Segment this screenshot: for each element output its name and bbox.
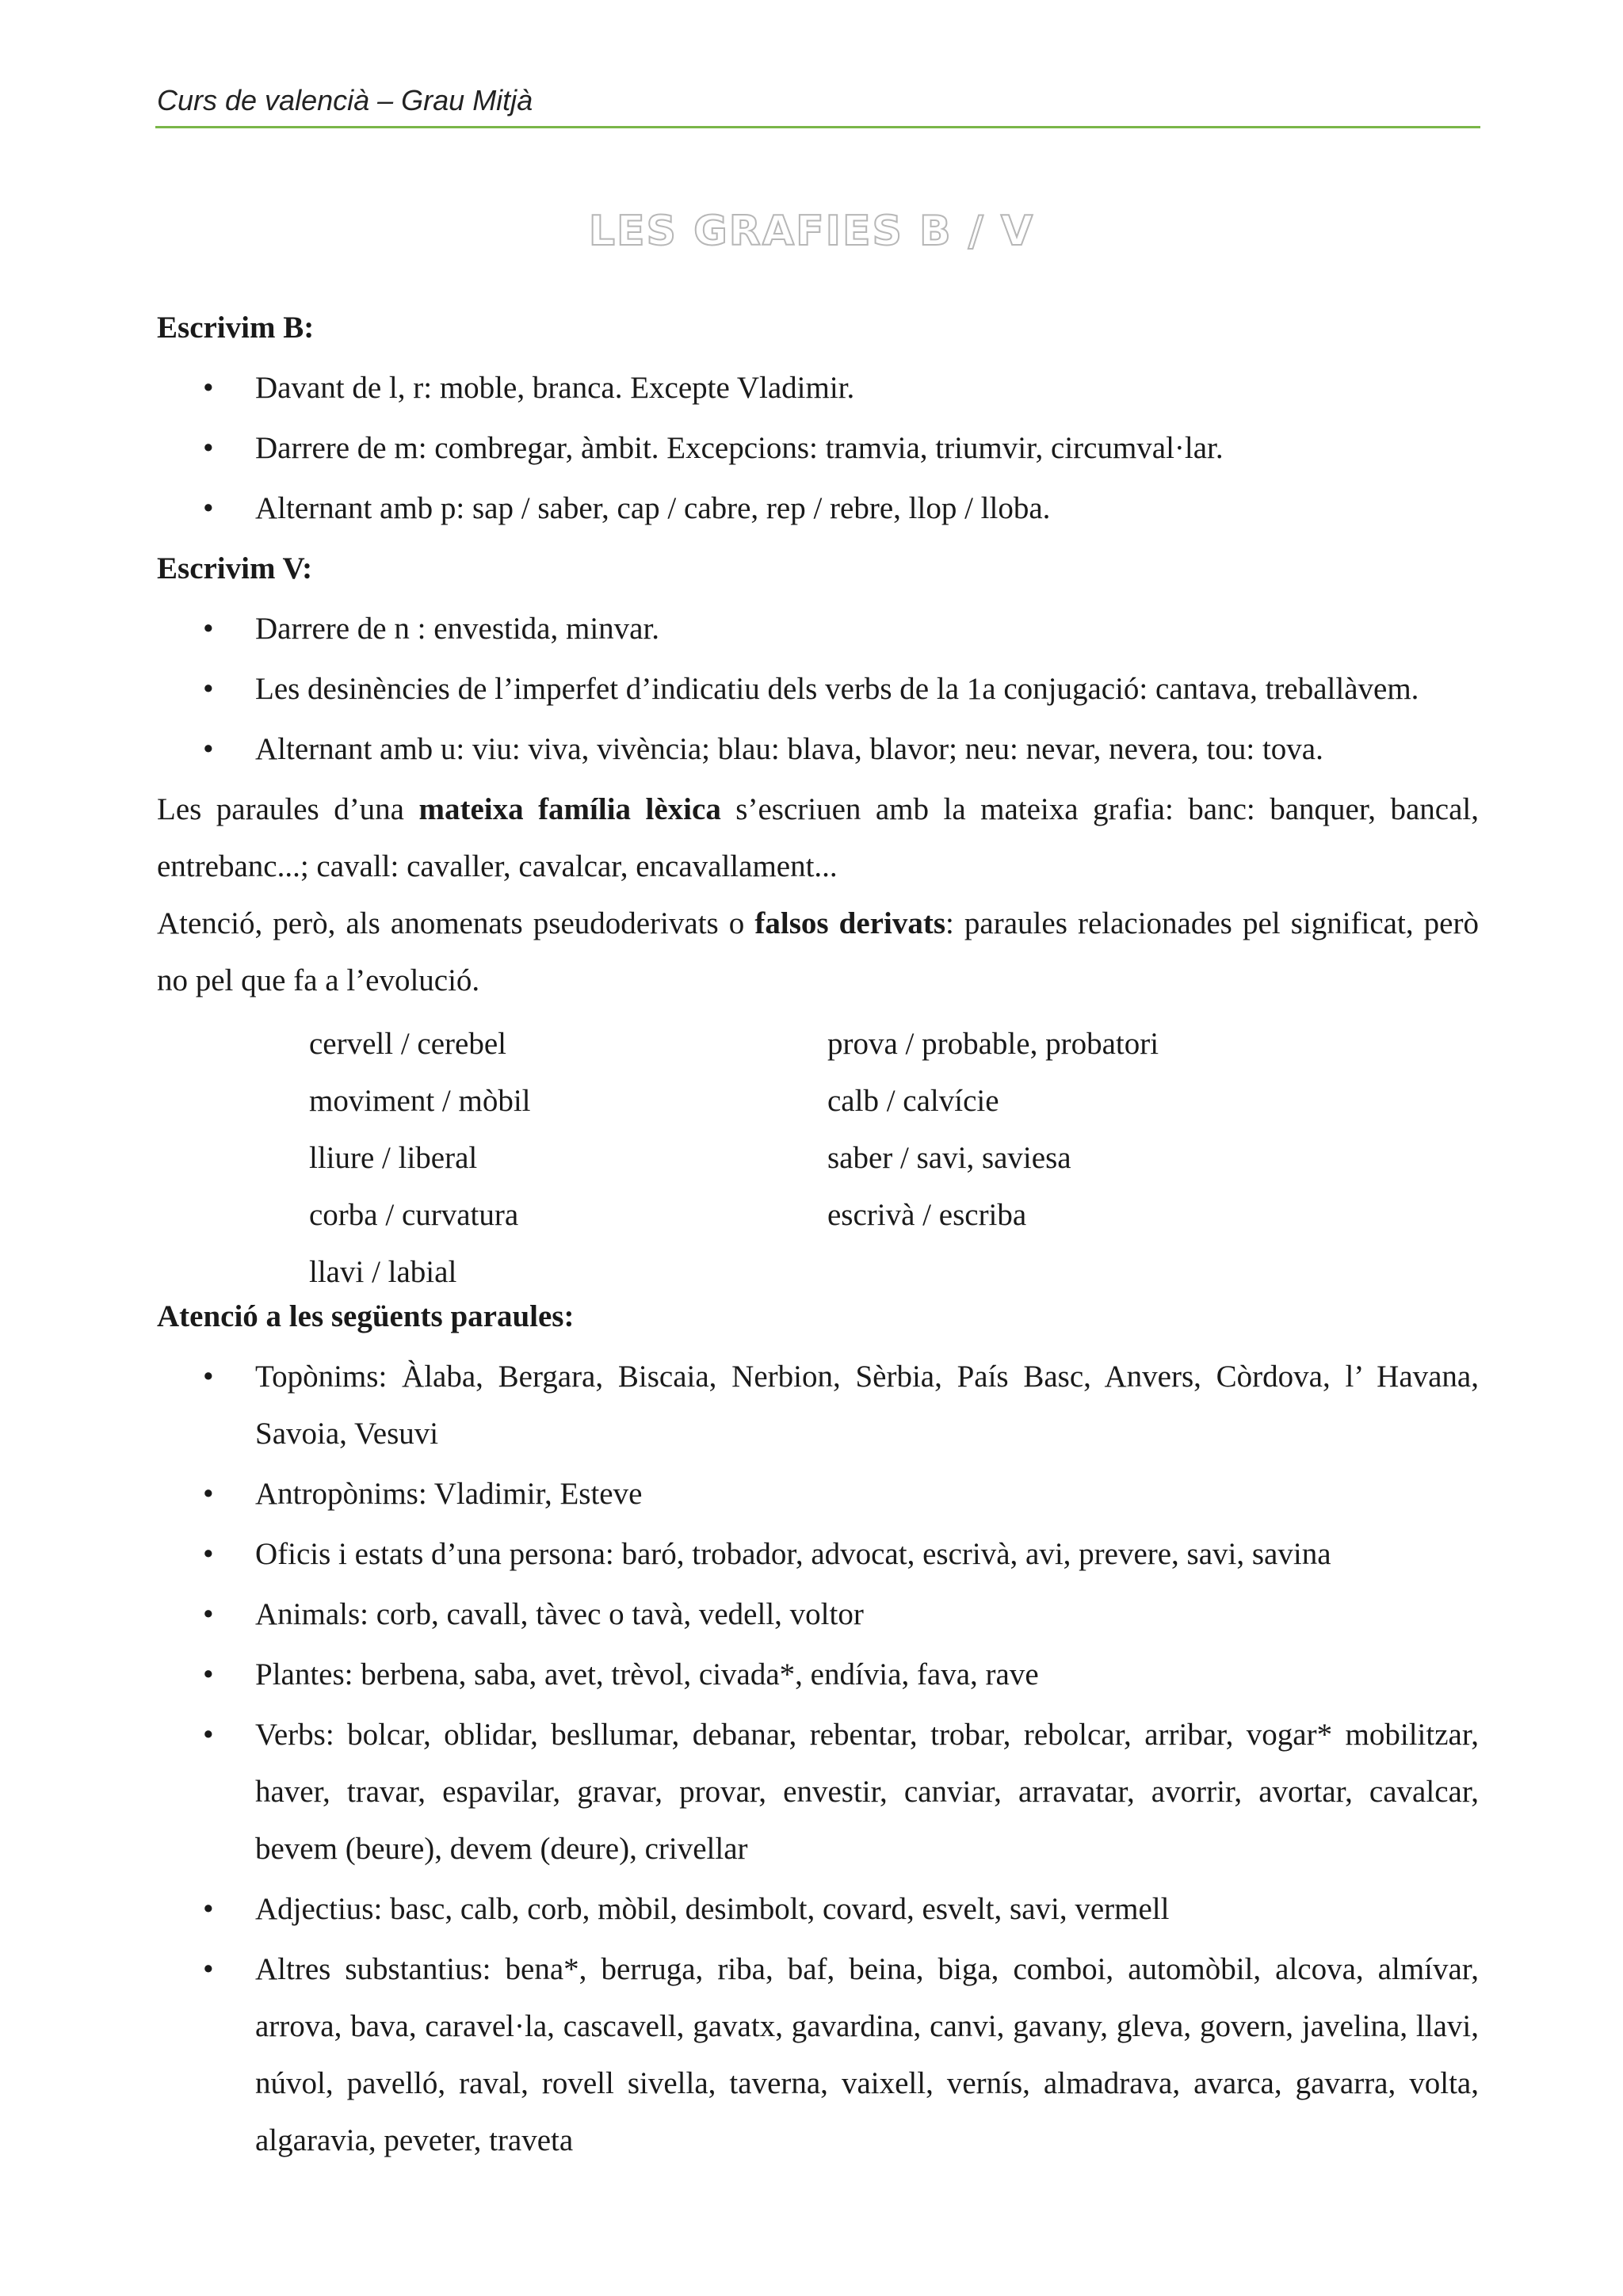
list-item-text: Davant de l, r: moble, branca. Excepte Vladimir. — [255, 371, 855, 405]
bullet-icon: • — [203, 371, 214, 405]
list-item — [157, 1466, 1479, 1523]
word-pair: calb / calvície — [827, 1084, 999, 1118]
list-item — [157, 1586, 1479, 1643]
list-attention — [157, 1348, 1479, 2169]
word-pair: lliure / liberal — [309, 1141, 478, 1175]
document-body — [157, 299, 1479, 2172]
list-item-text: Darrere de m: combregar, àmbit. Excepcions: tramvia, triumvir, circumval·lar. — [255, 431, 1224, 465]
bullet-icon: • — [203, 491, 214, 525]
list-item — [157, 721, 1479, 778]
list-item — [157, 601, 1479, 658]
bullet-icon: • — [203, 612, 214, 646]
bullet-icon: • — [203, 1892, 214, 1926]
list-item-text: Oficis i estats d’una persona: baró, trobador, advocat, escrivà, avi, prevere, savi, savina — [255, 1537, 1331, 1571]
list-item-text: Les desinències de l’imperfet d’indicatiu dels verbs de la 1a conjugació: cantava, treballàvem. — [255, 672, 1419, 706]
list-item-text: Animals: corb, cavall, tàvec o tavà, vedell, voltor — [255, 1597, 864, 1631]
paragraph-bold-text: falsos derivats — [754, 906, 945, 940]
bullet-icon: • — [203, 1360, 214, 1394]
list-item — [157, 1941, 1479, 2169]
word-pair-empty — [827, 1244, 1303, 1301]
word-pair: llavi / labial — [309, 1255, 457, 1289]
heading-escrivim-v: Escrivim V: — [157, 551, 313, 585]
word-pair: corba / curvatura — [309, 1198, 519, 1232]
list-item-text: Altres substantius: bena*, berruga, riba, baf, beina, biga, comboi, automòbil, alcova, almívar, arrova, bava, caravel·la, cascavell, gavatx, gavardina, canvi, gavany, gleva, govern, javelina, llavi, núvol, pavelló, raval, rovell sivella, taverna, vaixell, vernís, almadrava, avarca, gavarra, volta, algaravia, peveter, traveta — [255, 1952, 1479, 2157]
list-escrivim-v — [157, 601, 1479, 778]
bullet-icon: • — [203, 672, 214, 706]
list-item-text: Antropònims: Vladimir, Esteve — [255, 1477, 643, 1511]
list-item — [157, 1526, 1479, 1583]
bullet-icon: • — [203, 1718, 214, 1752]
word-pair: escrivà / escriba — [827, 1198, 1027, 1232]
list-item-text: Verbs: bolcar, oblidar, besllumar, debanar, rebentar, trobar, rebolcar, arribar, vogar* mobilitzar, haver, travar, espavilar, gravar, provar, envestir, canviar, arravatar, avorrir, avortar, cavalcar, bevem (beure), devem (deure), crivellar — [255, 1718, 1479, 1866]
list-item — [157, 1707, 1479, 1878]
bullet-icon: • — [203, 1952, 214, 1986]
bullet-icon: • — [203, 732, 214, 766]
word-pair: cervell / cerebel — [309, 1027, 506, 1061]
list-escrivim-b — [157, 360, 1479, 537]
page-title: LES GRAFIES B / V — [588, 208, 1035, 255]
header-rule — [155, 126, 1480, 128]
list-item-text: Plantes: berbena, saba, avet, trèvol, civada*, endívia, fava, rave — [255, 1657, 1039, 1691]
list-item-text: Adjectius: basc, calb, corb, mòbil, desimbolt, covard, esvelt, savi, vermell — [255, 1892, 1170, 1926]
list-item — [157, 420, 1479, 477]
heading-attention: Atenció a les següents paraules: — [157, 1299, 575, 1333]
paragraph-text: Les paraules d’una — [157, 792, 419, 826]
list-item — [157, 1881, 1479, 1938]
list-item — [157, 1348, 1479, 1463]
list-item-text: Alternant amb u: viu: viva, vivència; blau: blava, blavor; neu: nevar, nevera, tou: tova. — [255, 732, 1323, 766]
heading-escrivim-b: Escrivim B: — [157, 311, 315, 345]
list-item-text: Topònims: Àlaba, Bergara, Biscaia, Nerbion, Sèrbia, País Basc, Anvers, Còrdova, l’ Havana, Savoia, Vesuvi — [255, 1360, 1479, 1451]
paragraph-family — [157, 781, 1479, 895]
bullet-icon: • — [203, 1477, 214, 1511]
list-item — [157, 480, 1479, 537]
word-pair: saber / savi, saviesa — [827, 1141, 1071, 1175]
word-pair: moviment / mòbil — [309, 1084, 531, 1118]
page-header: Curs de valencià – Grau Mitjà — [157, 84, 533, 116]
list-item-text: Darrere de n : envestida, minvar. — [255, 612, 660, 646]
paragraph-text: : paraules relacionades pel significat, però no pel que fa a l’evolució. — [157, 906, 1479, 997]
bullet-icon: • — [203, 1537, 214, 1571]
list-item — [157, 1646, 1479, 1703]
paragraph-false-derivatives — [157, 895, 1479, 1009]
bullet-icon: • — [203, 431, 214, 465]
word-pair: prova / probable, probatori — [827, 1027, 1159, 1061]
bullet-icon: • — [203, 1657, 214, 1691]
list-item — [157, 661, 1479, 718]
list-item — [157, 360, 1479, 417]
bullet-icon: • — [203, 1597, 214, 1631]
list-item-text: Alternant amb p: sap / saber, cap / cabre, rep / rebre, llop / lloba. — [255, 491, 1051, 525]
paragraph-text: Atenció, però, als anomenats pseudoderivats o — [157, 906, 755, 940]
paragraph-bold-text: mateixa família lèxica — [418, 792, 721, 826]
word-pairs-table — [309, 1016, 1479, 1301]
paragraph-text: s’escriuen amb la mateixa grafia: banc: banquer, bancal, entrebanc...; cavall: cavaller, cavalcar, encavallament... — [157, 792, 1479, 883]
